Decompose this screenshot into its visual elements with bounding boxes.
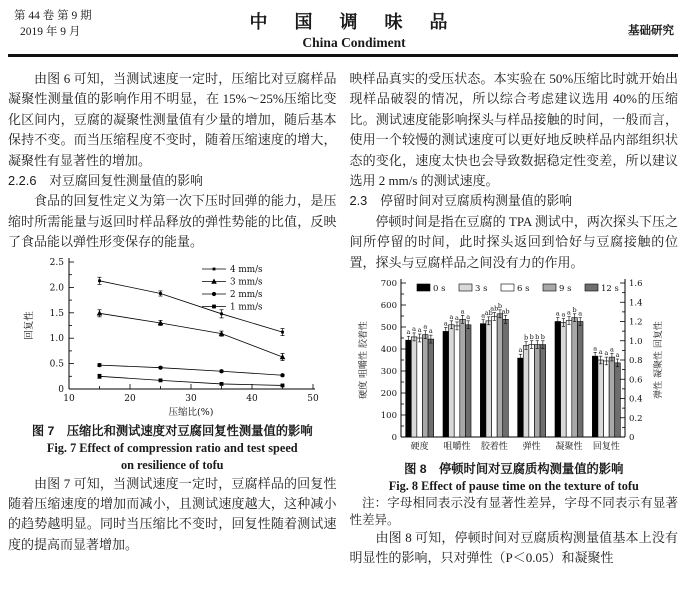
svg-text:0.8: 0.8 xyxy=(628,356,643,367)
heading-2-2-6: 2.2.6 对豆腐回复性测量值的影响 xyxy=(8,173,203,189)
svg-text:1.0: 1.0 xyxy=(628,336,643,347)
figure8-bar-chart xyxy=(355,275,673,461)
svg-text:30: 30 xyxy=(185,393,197,404)
paragraph-fig6-discussion: 由图 6 可知，当测试速度一定时，压缩比对豆腐样品凝聚性测量值的影响作用不明显，在 15%～25%压缩比变化区间内，豆腐的凝聚性测量值有少量的增加，随后基本保持不变。而当压缩程度不变时，随着压缩速度的增大，凝聚性有显著性的增加。 xyxy=(8,71,337,168)
svg-text:咀嚼性: 咀嚼性 xyxy=(443,442,471,453)
figure7-line-chart xyxy=(22,255,322,423)
svg-text:0 s: 0 s xyxy=(432,284,446,295)
figure7-caption-cn: 图 7 压缩比和测试速度对豆腐回复性测量值的影响 xyxy=(31,423,313,438)
svg-text:胶着性: 胶着性 xyxy=(480,442,508,453)
figure7-caption-en-line2: on resilience of tofu xyxy=(120,457,224,472)
svg-text:0: 0 xyxy=(58,384,65,395)
svg-text:300: 300 xyxy=(380,367,397,378)
svg-text:600: 600 xyxy=(380,301,397,312)
paragraph-fig8-discussion: 由图 8 可知，停顿时间对豆腐质构测量值基本上没有明显性的影响，只对弹性（P＜0.05）和凝聚性 xyxy=(349,530,678,566)
figure7-caption-en-line1: Fig. 7 Effect of compression ratio and test speed xyxy=(46,440,298,455)
svg-text:a: a xyxy=(609,345,614,354)
svg-text:硬度: 硬度 xyxy=(410,442,429,453)
svg-text:1.2: 1.2 xyxy=(628,317,643,328)
svg-text:b: b xyxy=(529,332,534,341)
paragraph-compression-continued: 映样品真实的受压状态。本实验在 50%压缩比时就开始出现样品破裂的情况，所以综合考虑建议选用 40%的压缩比。测试速度能影响探头与样品接触的时间，一般而言，使用一个较慢的测试速度可以更好地反映样品内部组织状态的变化，速度太快也会导致数据稳定性变差，所以建议选用 2 mm/s 的测试速度。 xyxy=(349,71,678,189)
svg-text:40: 40 xyxy=(246,393,258,404)
svg-text:压缩比(%): 压缩比(%) xyxy=(168,406,214,418)
svg-text:a: a xyxy=(443,319,448,328)
svg-text:2.5: 2.5 xyxy=(49,257,65,268)
svg-text:200: 200 xyxy=(380,389,397,400)
svg-text:0.2: 0.2 xyxy=(628,413,643,424)
paragraph-pause-time-definition: 停顿时间是指在豆腐的 TPA 测试中，两次探头下压之间所停留的时间，此时探头返回到恰好与豆腐接触的位置，探头与豆腐样品之间没有力的作用。 xyxy=(349,213,678,270)
figure8-caption-en: Fig. 8 Effect of pause time on the texture of tofu xyxy=(388,479,639,494)
svg-text:a: a xyxy=(411,325,416,334)
svg-text:2.0: 2.0 xyxy=(49,283,65,294)
figure7-caption xyxy=(8,423,337,474)
svg-text:b: b xyxy=(540,332,545,341)
svg-text:10: 10 xyxy=(63,393,75,404)
svg-text:凝聚性: 凝聚性 xyxy=(555,442,583,453)
svg-text:400: 400 xyxy=(380,345,397,356)
issue-info xyxy=(14,8,144,40)
page-header xyxy=(0,0,686,51)
svg-text:1.4: 1.4 xyxy=(628,298,643,309)
journal-title-block xyxy=(144,8,564,51)
figure8-caption-cn: 图 8 停顿时间对豆腐质构测量值的影响 xyxy=(404,462,624,477)
svg-text:0.4: 0.4 xyxy=(628,394,643,405)
left-column xyxy=(8,69,337,569)
svg-text:50: 50 xyxy=(307,393,319,404)
svg-text:2 mm/s: 2 mm/s xyxy=(230,289,263,300)
figure8-caption xyxy=(350,461,679,495)
svg-text:回复性: 回复性 xyxy=(592,442,620,453)
svg-text:12 s: 12 s xyxy=(600,284,619,295)
svg-text:a: a xyxy=(615,351,620,360)
svg-text:a: a xyxy=(428,327,433,336)
svg-text:硬度 咀嚼性 胶着性: 硬度 咀嚼性 胶着性 xyxy=(358,321,369,399)
svg-text:a: a xyxy=(604,349,609,358)
svg-text:6 s: 6 s xyxy=(516,284,530,295)
right-column xyxy=(350,69,679,569)
svg-text:a: a xyxy=(460,307,465,316)
issue-date: 2019 年 9 月 xyxy=(20,26,81,38)
two-column-body xyxy=(0,57,686,569)
svg-text:b: b xyxy=(534,332,540,341)
svg-text:a: a xyxy=(555,309,560,318)
svg-text:a: a xyxy=(406,328,411,337)
svg-text:20: 20 xyxy=(124,393,136,404)
svg-text:a: a xyxy=(417,326,422,335)
svg-text:a: a xyxy=(578,309,582,318)
svg-text:0: 0 xyxy=(391,433,397,444)
svg-text:ab: ab xyxy=(484,308,493,317)
svg-text:回复性: 回复性 xyxy=(24,310,36,340)
svg-text:b: b xyxy=(497,301,502,310)
heading-2-3: 2.3 停留时间对豆腐质构测量值的影响 xyxy=(349,193,573,209)
svg-text:ab: ab xyxy=(490,304,499,313)
svg-text:3 mm/s: 3 mm/s xyxy=(230,277,263,288)
svg-text:b: b xyxy=(572,305,577,314)
paragraph-resilience-definition: 食品的回复性定义为第一次下压时回弹的能力，是压缩时所需能量与返回时样品释放的弹性势能的比值，反映了食品能以弹性形变保存的能量。 xyxy=(8,193,337,250)
svg-text:a: a xyxy=(423,322,427,331)
svg-text:a: a xyxy=(598,348,603,357)
svg-text:0.5: 0.5 xyxy=(49,359,65,370)
figure7 xyxy=(8,255,337,474)
svg-text:4 mm/s: 4 mm/s xyxy=(230,264,263,275)
svg-text:700: 700 xyxy=(380,279,397,290)
svg-text:ab: ab xyxy=(501,307,510,316)
svg-text:a: a xyxy=(518,346,523,355)
svg-text:a: a xyxy=(561,310,566,319)
svg-text:a: a xyxy=(466,312,470,321)
svg-text:500: 500 xyxy=(380,323,397,334)
svg-text:1.6: 1.6 xyxy=(628,279,643,290)
svg-text:a: a xyxy=(449,312,454,321)
svg-text:1.0: 1.0 xyxy=(49,333,65,344)
svg-text:a: a xyxy=(566,308,571,317)
svg-text:弹性 凝聚性 回复性: 弹性 凝聚性 回复性 xyxy=(653,321,664,399)
journal-title-cn: 中 国 调 味 品 xyxy=(249,12,459,32)
svg-text:a: a xyxy=(480,311,485,320)
svg-text:100: 100 xyxy=(380,411,397,422)
figure8 xyxy=(350,275,679,495)
journal-title-en: China Condiment xyxy=(302,35,406,50)
svg-text:9 s: 9 s xyxy=(558,284,572,295)
svg-text:0.6: 0.6 xyxy=(628,375,643,386)
volume-issue: 第 44 卷 第 9 期 xyxy=(14,10,92,22)
svg-text:0: 0 xyxy=(628,433,635,444)
svg-text:1 mm/s: 1 mm/s xyxy=(230,302,263,313)
figure8-note: 注：字母相同表示没有显著性差异，字母不同表示有显著性差异。 xyxy=(349,496,678,527)
svg-text:弹性: 弹性 xyxy=(522,442,541,453)
svg-text:a: a xyxy=(592,344,597,353)
section-label: 基础研究 xyxy=(628,25,674,37)
paragraph-fig7-discussion: 由图 7 可知，当测试速度一定时，豆腐样品的回复性随着压缩速度的增加而减小，且测试速度越大，这种减小的趋势越明显。同时当压缩比不变时，回复性随着测试速度的提高而显著增加。 xyxy=(8,475,337,552)
svg-text:3 s: 3 s xyxy=(474,284,488,295)
svg-text:b: b xyxy=(523,333,528,342)
svg-text:1.5: 1.5 xyxy=(49,308,65,319)
svg-text:a: a xyxy=(454,314,459,323)
